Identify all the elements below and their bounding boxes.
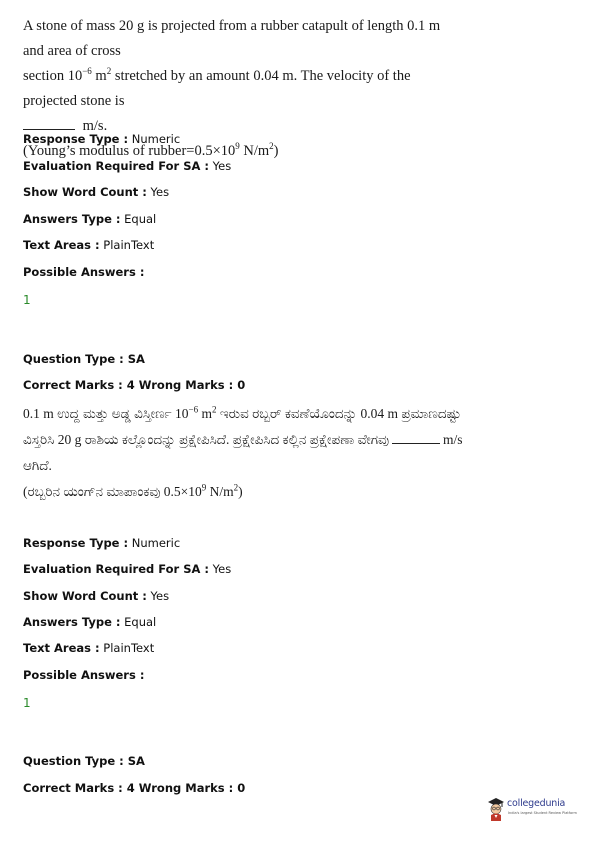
question-line: m/s. xyxy=(23,114,463,139)
evaluation-required: Evaluation Required For SA : Yes xyxy=(23,562,232,576)
logo-tagline: India's largest Student Review Platform xyxy=(508,811,577,815)
logo-wordmark: collegedunia xyxy=(507,798,566,809)
possible-answer-value: 1 xyxy=(23,293,31,307)
response-type: Response Type : Numeric xyxy=(23,536,181,550)
answers-type: Answers Type : Equal xyxy=(23,615,157,629)
text-areas: Text Areas : PlainText xyxy=(23,238,155,252)
answer-blank xyxy=(392,431,440,444)
show-word-count: Show Word Count : Yes xyxy=(23,185,170,199)
question-type: Question Type : SA xyxy=(23,352,145,366)
question-line: ಆಗಿದೆ. xyxy=(23,458,52,473)
marks: Correct Marks : 4 Wrong Marks : 0 xyxy=(23,378,246,392)
possible-answers-label: Possible Answers : xyxy=(23,265,145,279)
possible-answers-label: Possible Answers : xyxy=(23,668,145,682)
question-text-kannada xyxy=(23,401,463,505)
text-areas: Text Areas : PlainText xyxy=(23,641,155,655)
possible-answer-value: 1 xyxy=(23,696,31,710)
question-line: A stone of mass 20 g is projected from a rubber catapult of length 0.1 m and area of cross xyxy=(23,18,441,59)
show-word-count: Show Word Count : Yes xyxy=(23,589,170,603)
response-type: Response Type : Numeric xyxy=(23,132,181,146)
question-line: 0.1 m ಉದ್ದ ಮತ್ತು ಅಡ್ಡ ವಿಸ್ತೀರ್ಣ $10^{-6}$ $m^2$ ಇರುವ ರಬ್ಬರ್ ಕವಣೆಯೊಂದನ್ನು 0.04 m ಪ್ರಮಾಣದಷ್ಟು xyxy=(23,404,462,421)
question-type: Question Type : SA xyxy=(23,754,145,768)
question-line: section $10^{-6}$ $m^2$ stretched by an amount 0.04 m. The velocity of the projected stone is xyxy=(23,66,411,109)
evaluation-required: Evaluation Required For SA : Yes xyxy=(23,159,232,173)
question-line: (ರಬ್ಬರಿನ ಯಂಗ್‌ನ ಮಾಪಾಂಕವು $0.5\times 10^9$ $N/m^2$) xyxy=(23,482,243,499)
answer-blank xyxy=(23,117,75,130)
collegedunia-logo xyxy=(486,796,586,824)
marks: Correct Marks : 4 Wrong Marks : 0 xyxy=(23,781,246,795)
graduate-mascot-icon xyxy=(486,796,506,822)
question-line: ವಿಸ್ತರಿಸಿ 20 g ರಾಶಿಯ ಕಲ್ಲೊಂದನ್ನು ಪ್ರಕ್ಷೇಪಿಸಿದೆ. ಪ್ರಕ್ಷೇಪಿಸಿದ ಕಲ್ಲಿನ ಪ್ರಕ್ಷೇಪಣಾ ವೇಗವು m/s xyxy=(23,432,463,447)
answers-type: Answers Type : Equal xyxy=(23,212,157,226)
question-line: (Young’s modulus of $rubber=0.5\times 10^9$ $N/m^2$) xyxy=(23,141,279,159)
